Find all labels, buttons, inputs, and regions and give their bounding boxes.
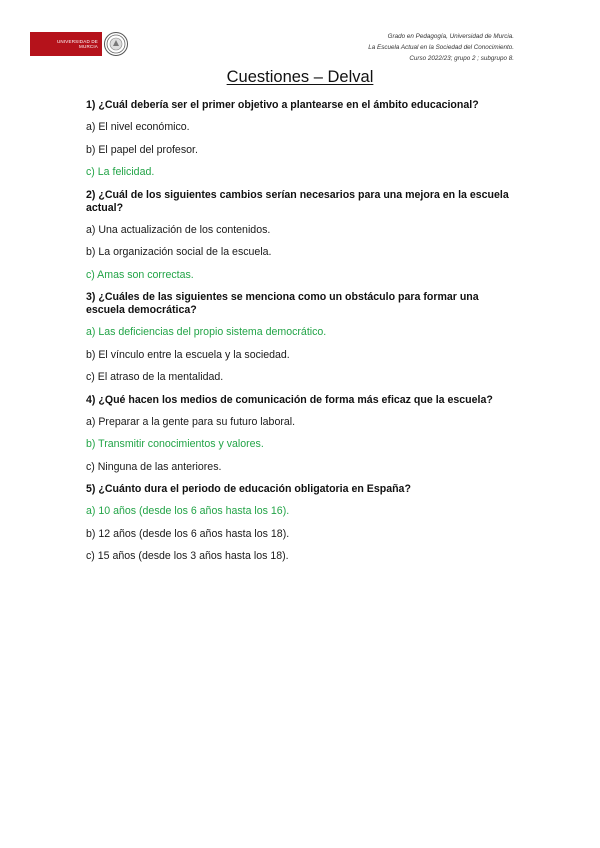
answer-option: b) El papel del profesor. [86, 143, 198, 156]
answer-option: b) 12 años (desde los 6 años hasta los 18). [86, 527, 290, 540]
question-text: 4) ¿Qué hacen los medios de comunicación de forma más eficaz que la escuela? [86, 393, 493, 406]
answer-option-correct: a) Las deficiencias del propio sistema democrático. [86, 326, 327, 338]
question-block [86, 99, 516, 179]
answer-option: a) El nivel económico. [86, 121, 190, 133]
document-header-info [368, 31, 514, 64]
question-block [86, 291, 516, 384]
header-line-2: La Escuela Actual en la Sociedad del Conocimiento. [368, 44, 514, 51]
answer-option-correct: c) Amas son correctas. [86, 268, 194, 281]
header-line-3: Curso 2022/23; grupo 2 ; subgrupo 8. [409, 55, 514, 62]
logo-text-bottom: MURCIA [79, 44, 98, 49]
question-block [86, 189, 516, 282]
answer-option: a) Preparar a la gente para su futuro laboral. [86, 415, 296, 428]
answer-option: c) El atraso de la mentalidad. [86, 371, 224, 383]
university-logo [30, 32, 128, 56]
answer-option: a) Una actualización de los contenidos. [86, 223, 271, 236]
answer-option: c) 15 años (desde los 3 años hasta los 18). [86, 550, 289, 562]
answer-option: c) Ninguna de las anteriores. [86, 460, 222, 473]
logo-text-block [30, 32, 102, 56]
answer-option-correct: b) Transmitir conocimientos y valores. [86, 438, 264, 450]
questions-list [86, 99, 516, 573]
question-block [86, 394, 516, 474]
question-block [86, 483, 516, 563]
question-text: 2) ¿Cuál de los siguientes cambios serían necesarios para una mejora en la escuela actual? [86, 188, 509, 214]
question-text: 5) ¿Cuánto dura el periodo de educación obligatoria en España? [86, 483, 411, 495]
answer-option-correct: a) 10 años (desde los 6 años hasta los 16). [86, 505, 290, 517]
answer-option: b) La organización social de la escuela. [86, 246, 272, 258]
header-line-1: Grado en Pedagogía, Universidad de Murcia. [387, 33, 514, 40]
question-text: 1) ¿Cuál debería ser el primer objetivo a plantearse en el ámbito educacional? [86, 99, 479, 111]
logo-text-top: UNIVERSIDAD DE [56, 39, 98, 44]
question-text: 3) ¿Cuáles de las siguientes se menciona como un obstáculo para formar una escuela democrática? [86, 291, 479, 316]
answer-option: b) El vínculo entre la escuela y la sociedad. [86, 348, 290, 361]
answer-option-correct: c) La felicidad. [86, 166, 155, 178]
seal-icon [104, 32, 128, 56]
page-title: Cuestiones – Delval [226, 68, 374, 86]
